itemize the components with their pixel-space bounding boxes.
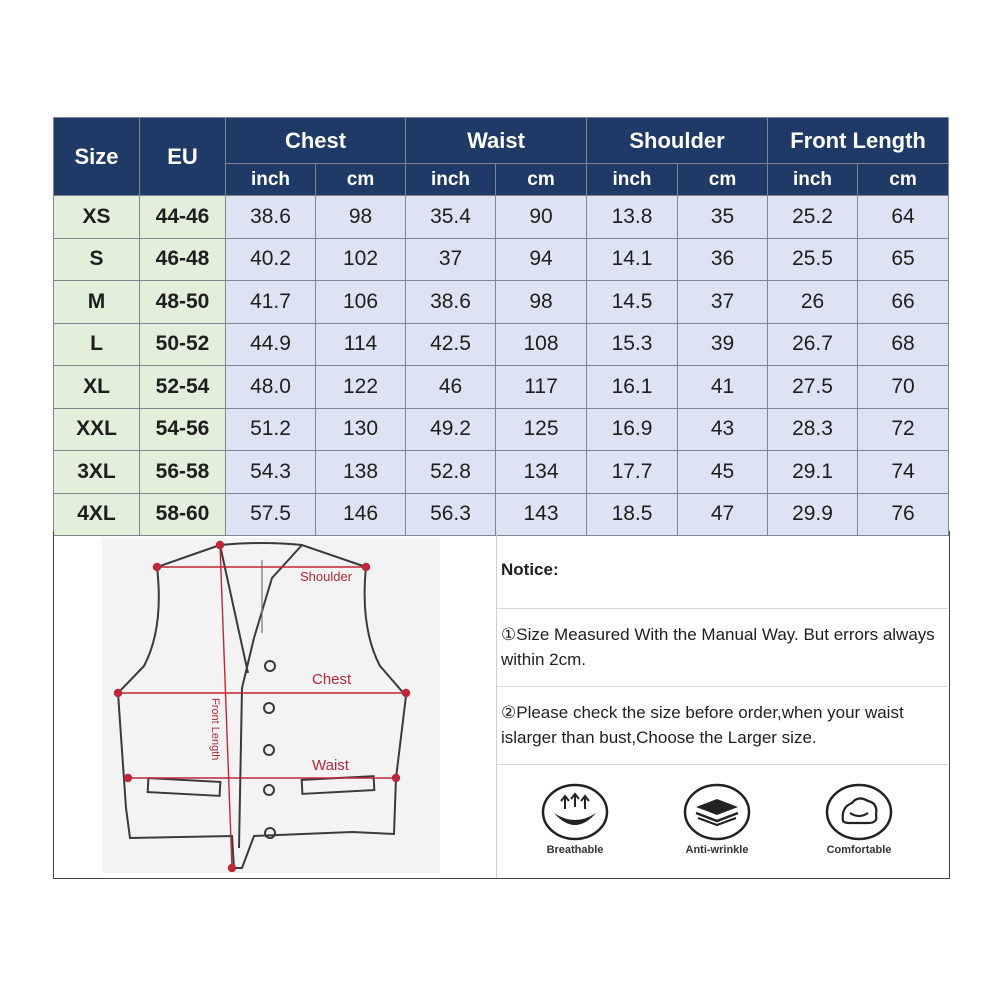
eu-cell: 44-46 (140, 196, 226, 239)
value-cell: 43 (678, 408, 768, 451)
eu-header: EU (140, 118, 226, 196)
value-cell: 125 (496, 408, 587, 451)
front-length-label: Front Length (209, 698, 221, 761)
eu-cell: 48-50 (140, 281, 226, 324)
notice-item: ②Please check the size before order,when your waist islarger than bust,Choose the Larger size. (497, 687, 948, 765)
unit-header: inch (587, 164, 678, 196)
value-cell: 130 (316, 408, 406, 451)
table-body (54, 196, 949, 536)
vest-measurement-diagram (102, 538, 440, 873)
value-cell: 134 (496, 451, 587, 494)
value-cell: 36 (678, 238, 768, 281)
value-cell: 40.2 (226, 238, 316, 281)
breathable-icon (540, 783, 610, 841)
unit-header: inch (768, 164, 858, 196)
value-cell: 46 (406, 366, 496, 409)
eu-cell: 46-48 (140, 238, 226, 281)
feature-label: Breathable (546, 844, 604, 856)
value-cell: 57.5 (226, 493, 316, 536)
value-cell: 74 (858, 451, 949, 494)
value-cell: 41.7 (226, 281, 316, 324)
value-cell: 76 (858, 493, 949, 536)
value-cell: 39 (678, 323, 768, 366)
size-cell: M (54, 281, 140, 324)
value-cell: 65 (858, 238, 949, 281)
value-cell: 66 (858, 281, 949, 324)
value-cell: 49.2 (406, 408, 496, 451)
size-cell: XS (54, 196, 140, 239)
value-cell: 25.2 (768, 196, 858, 239)
value-cell: 64 (858, 196, 949, 239)
feature-comfortable (799, 783, 919, 856)
value-cell: 26 (768, 281, 858, 324)
chest-label: Chest (312, 671, 352, 688)
feature-icons (497, 765, 948, 878)
size-cell: XXL (54, 408, 140, 451)
unit-header: inch (406, 164, 496, 196)
value-cell: 37 (678, 281, 768, 324)
table-row (54, 323, 949, 366)
value-cell: 45 (678, 451, 768, 494)
value-cell: 44.9 (226, 323, 316, 366)
value-cell: 146 (316, 493, 406, 536)
size-header: Size (54, 118, 140, 196)
value-cell: 35 (678, 196, 768, 239)
value-cell: 138 (316, 451, 406, 494)
vest-diagram-svg (102, 538, 440, 873)
value-cell: 17.7 (587, 451, 678, 494)
value-cell: 48.0 (226, 366, 316, 409)
table-row (54, 451, 949, 494)
value-cell: 14.1 (587, 238, 678, 281)
chest-header: Chest (226, 118, 406, 164)
value-cell: 16.9 (587, 408, 678, 451)
notice-title: Notice: (497, 531, 948, 609)
unit-header: inch (226, 164, 316, 196)
unit-header: cm (678, 164, 768, 196)
eu-cell: 54-56 (140, 408, 226, 451)
lower-panel (53, 531, 950, 879)
value-cell: 16.1 (587, 366, 678, 409)
value-cell: 42.5 (406, 323, 496, 366)
value-cell: 26.7 (768, 323, 858, 366)
notice-panel (496, 531, 948, 878)
table-row (54, 493, 949, 536)
value-cell: 28.3 (768, 408, 858, 451)
value-cell: 56.3 (406, 493, 496, 536)
value-cell: 94 (496, 238, 587, 281)
unit-header: cm (316, 164, 406, 196)
value-cell: 102 (316, 238, 406, 281)
value-cell: 54.3 (226, 451, 316, 494)
feature-breathable (515, 783, 635, 856)
size-cell: 3XL (54, 451, 140, 494)
value-cell: 41 (678, 366, 768, 409)
value-cell: 27.5 (768, 366, 858, 409)
feature-anti-wrinkle (657, 783, 777, 856)
value-cell: 38.6 (226, 196, 316, 239)
value-cell: 70 (858, 366, 949, 409)
value-cell: 98 (496, 281, 587, 324)
feature-label: Anti-wrinkle (685, 844, 749, 856)
value-cell: 25.5 (768, 238, 858, 281)
waist-label: Waist (312, 757, 349, 774)
anti-wrinkle-icon (682, 783, 752, 841)
value-cell: 35.4 (406, 196, 496, 239)
value-cell: 72 (858, 408, 949, 451)
eu-cell: 50-52 (140, 323, 226, 366)
value-cell: 51.2 (226, 408, 316, 451)
shoulder-label: Shoulder (300, 569, 353, 584)
value-cell: 108 (496, 323, 587, 366)
value-cell: 15.3 (587, 323, 678, 366)
eu-cell: 58-60 (140, 493, 226, 536)
value-cell: 29.1 (768, 451, 858, 494)
value-cell: 38.6 (406, 281, 496, 324)
unit-header: cm (858, 164, 949, 196)
size-chart-table (53, 117, 949, 536)
size-cell: XL (54, 366, 140, 409)
eu-cell: 56-58 (140, 451, 226, 494)
value-cell: 117 (496, 366, 587, 409)
value-cell: 68 (858, 323, 949, 366)
unit-header: cm (496, 164, 587, 196)
table-row (54, 196, 949, 239)
feature-label: Comfortable (826, 844, 892, 856)
value-cell: 114 (316, 323, 406, 366)
value-cell: 106 (316, 281, 406, 324)
shoulder-header: Shoulder (587, 118, 768, 164)
value-cell: 98 (316, 196, 406, 239)
table-row (54, 281, 949, 324)
size-cell: L (54, 323, 140, 366)
header-row-groups (54, 118, 949, 164)
value-cell: 14.5 (587, 281, 678, 324)
value-cell: 47 (678, 493, 768, 536)
size-cell: 4XL (54, 493, 140, 536)
comfortable-icon (824, 783, 894, 841)
front-length-header: Front Length (768, 118, 949, 164)
notice-item: ①Size Measured With the Manual Way. But errors always within 2cm. (497, 609, 948, 687)
eu-cell: 52-54 (140, 366, 226, 409)
value-cell: 13.8 (587, 196, 678, 239)
value-cell: 90 (496, 196, 587, 239)
value-cell: 52.8 (406, 451, 496, 494)
value-cell: 18.5 (587, 493, 678, 536)
value-cell: 122 (316, 366, 406, 409)
size-cell: S (54, 238, 140, 281)
table-row (54, 366, 949, 409)
value-cell: 143 (496, 493, 587, 536)
value-cell: 37 (406, 238, 496, 281)
table-row (54, 408, 949, 451)
value-cell: 29.9 (768, 493, 858, 536)
waist-header: Waist (406, 118, 587, 164)
table-row (54, 238, 949, 281)
